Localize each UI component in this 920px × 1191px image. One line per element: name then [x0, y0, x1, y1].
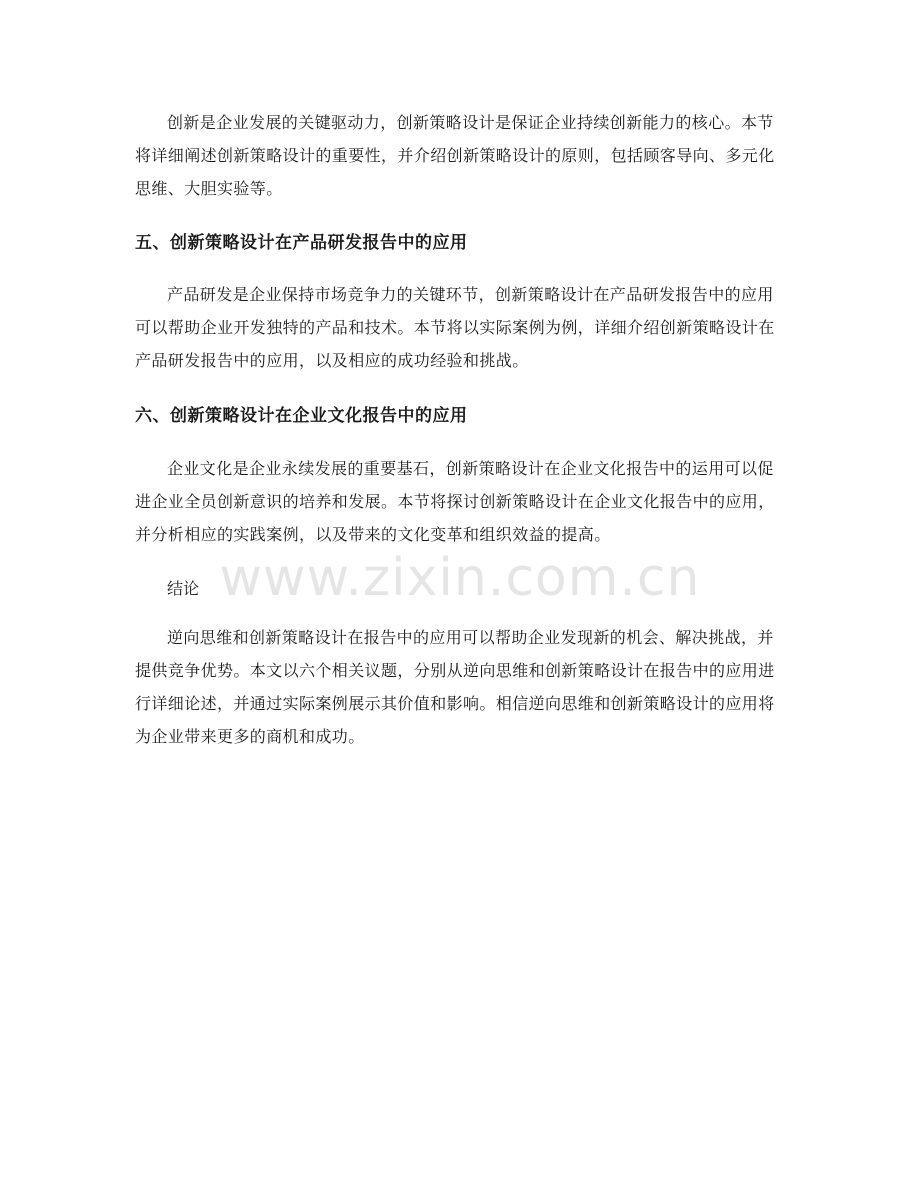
conclusion-label-block — [135, 576, 785, 602]
intro-paragraph: 创新是企业发展的关键驱动力，创新策略设计是保证企业持续创新能力的核心。本节将详细阐述创新策略设计的重要性，并介绍创新策略设计的原则，包括顾客导向、多元化思维、大胆实验等。 — [135, 113, 775, 198]
watermark: www.zixin.com.cn — [219, 548, 701, 608]
section-5-heading: 五、创新策略设计在产品研发报告中的应用 — [135, 233, 468, 253]
section-6-paragraph: 企业文化是企业永续发展的重要基石，创新策略设计在企业文化报告中的运用可以促进企业全员创新意识的培养和发展。本节将探讨创新策略设计在企业文化报告中的应用，并分析相应的实践案例，以及带来的文化变革和组织效益的提高。 — [135, 459, 775, 544]
intro-block — [135, 106, 785, 205]
section-5-heading-block — [135, 230, 785, 256]
conclusion-label: 结论 — [167, 579, 200, 598]
section-6-body — [135, 452, 785, 551]
conclusion-body — [135, 621, 785, 753]
section-6-heading-block — [135, 403, 785, 429]
section-5-body — [135, 278, 785, 377]
section-5-paragraph: 产品研发是企业保持市场竞争力的关键环节，创新策略设计在产品研发报告中的应用可以帮助企业开发独特的产品和技术。本节将以实际案例为例，详细介绍创新策略设计在产品研发报告中的应用，以及相应的成功经验和挑战。 — [135, 285, 775, 370]
conclusion-paragraph: 逆向思维和创新策略设计在报告中的应用可以帮助企业发现新的机会、解决挑战，并提供竞争优势。本文以六个相关议题，分别从逆向思维和创新策略设计在报告中的应用进行详细论述，并通过实际案例展示其价值和影响。相信逆向思维和创新策略设计的应用将为企业带来更多的商机和成功。 — [135, 628, 775, 746]
section-6-heading: 六、创新策略设计在企业文化报告中的应用 — [135, 406, 468, 426]
